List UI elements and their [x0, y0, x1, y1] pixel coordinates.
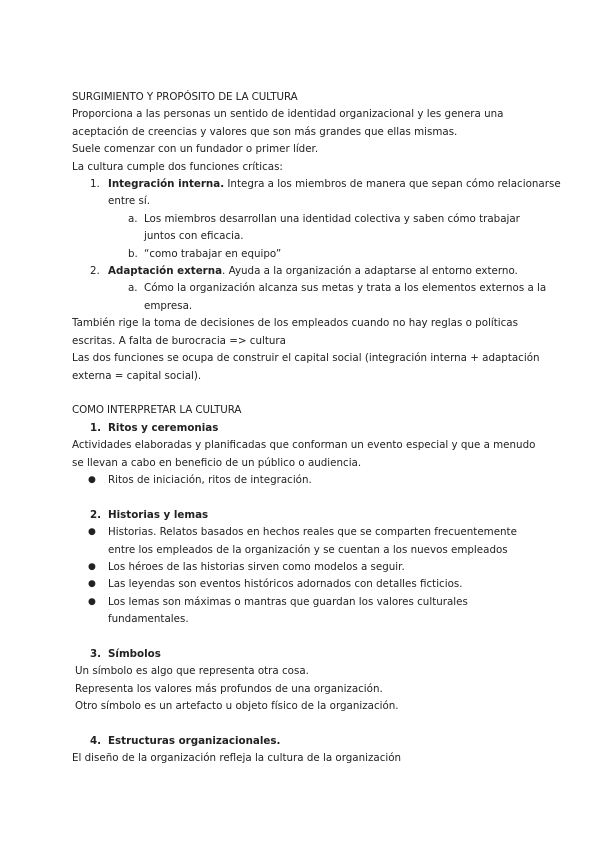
- subsection-title: Ritos y ceremonias: [108, 421, 219, 434]
- bullet-text: Los héroes de las historias sirven como modelos a seguir.: [108, 560, 405, 573]
- subsection-historias: [72, 507, 540, 524]
- list-item-text: . Ayuda a la organización a adaptarse al entorno externo.: [222, 265, 518, 278]
- list-item-text: Integra a los miembros de manera que sepan cómo relacionarse: [224, 178, 561, 191]
- list-item-title: Integración interna.: [108, 178, 225, 191]
- bullet-item: [72, 576, 540, 593]
- bullet-text: fundamentales.: [108, 613, 189, 626]
- paragraph-line: externa = capital social).: [72, 369, 202, 382]
- spacer: [72, 716, 540, 733]
- subsection-number: 1.: [90, 421, 102, 434]
- bullet-item: [72, 524, 540, 559]
- sublist-text: empresa.: [144, 299, 193, 312]
- paragraph-line: El diseño de la organización refleja la cultura de la organización: [72, 752, 402, 765]
- subsection-title: Estructuras organizacionales.: [108, 734, 281, 747]
- paragraph-line: Representa los valores más profundos de una organización.: [75, 682, 383, 695]
- sublist-text: juntos con eficacia.: [144, 230, 244, 243]
- sublist-text: “como trabajar en equipo”: [144, 247, 282, 260]
- list-item-continuation: entre sí.: [108, 195, 151, 208]
- sublist-letter: b.: [128, 247, 138, 260]
- list-item-adaptacion: [72, 263, 540, 280]
- section-heading-surgimiento: SURGIMIENTO Y PROPÓSITO DE LA CULTURA: [72, 91, 298, 103]
- subsection-number: 4.: [90, 734, 102, 747]
- sublist-text: Los miembros desarrollan una identidad colectiva y saben cómo trabajar: [144, 212, 520, 225]
- sublist-item: [72, 246, 540, 263]
- paragraph-line: escritas. A falta de burocracia => cultura: [72, 334, 286, 347]
- bullet-icon: ●: [88, 474, 96, 485]
- paragraph-line: se llevan a cabo en beneficio de un público o audiencia.: [72, 456, 362, 469]
- paragraph-line: Un símbolo es algo que representa otra cosa.: [75, 665, 309, 678]
- sublist-item: [72, 211, 540, 246]
- bullet-icon: ●: [88, 527, 96, 538]
- paragraph-line: La cultura cumple dos funciones críticas:: [72, 160, 283, 173]
- bullet-text: Ritos de iniciación, ritos de integración.: [108, 473, 312, 486]
- subsection-title: Símbolos: [108, 647, 161, 660]
- bullet-text: Las leyendas son eventos históricos adornados con detalles ficticios.: [108, 578, 463, 591]
- spacer: [72, 385, 540, 402]
- subsection-title: Historias y lemas: [108, 508, 209, 521]
- paragraph-line: Suele comenzar con un fundador o primer líder.: [72, 143, 319, 156]
- paragraph-line: Las dos funciones se ocupa de construir el capital social (integración interna + adaptación: [72, 352, 540, 365]
- list-number: 1.: [90, 178, 100, 191]
- subsection-number: 2.: [90, 508, 102, 521]
- bullet-text: Historias. Relatos basados en hechos reales que se comparten frecuentemente: [108, 526, 517, 539]
- paragraph-line: aceptación de creencias y valores que son más grandes que ellas mismas.: [72, 125, 458, 138]
- paragraph-line: Actividades elaboradas y planificadas que conforman un evento especial y que a menudo: [72, 439, 536, 452]
- sublist-text: Cómo la organización alcanza sus metas y trata a los elementos externos a la: [144, 282, 547, 295]
- paragraph-line: También rige la toma de decisiones de los empleados cuando no hay reglas o políticas: [72, 317, 518, 330]
- sublist-letter: a.: [128, 212, 138, 225]
- subsection-simbolos: [72, 646, 540, 663]
- bullet-text: entre los empleados de la organización y se cuentan a los nuevos empleados: [108, 543, 508, 556]
- spacer: [72, 629, 540, 646]
- bullet-text: Los lemas son máximas o mantras que guardan los valores culturales: [108, 595, 468, 608]
- bullet-icon: ●: [88, 579, 96, 590]
- sublist-item: [72, 280, 547, 315]
- list-item-integracion: [72, 176, 561, 211]
- section-heading-interpretar: COMO INTERPRETAR LA CULTURA: [72, 404, 242, 417]
- paragraph-line: Proporciona a las personas un sentido de identidad organizacional y les genera una: [72, 108, 504, 121]
- spacer: [72, 489, 540, 506]
- document-body: [72, 89, 561, 768]
- list-number: 2.: [90, 265, 100, 278]
- bullet-item: [72, 472, 540, 489]
- bullet-icon: ●: [88, 596, 96, 607]
- bullet-item: [72, 594, 540, 629]
- subsection-estructuras: [72, 733, 540, 750]
- bullet-item: [72, 559, 540, 576]
- bullet-icon: ●: [88, 561, 96, 572]
- paragraph-line: Otro símbolo es un artefacto u objeto físico de la organización.: [75, 700, 399, 713]
- subsection-number: 3.: [90, 647, 102, 660]
- subsection-ritos: [72, 420, 540, 437]
- sublist-letter: a.: [128, 282, 138, 295]
- list-item-title: Adaptación externa: [108, 265, 223, 278]
